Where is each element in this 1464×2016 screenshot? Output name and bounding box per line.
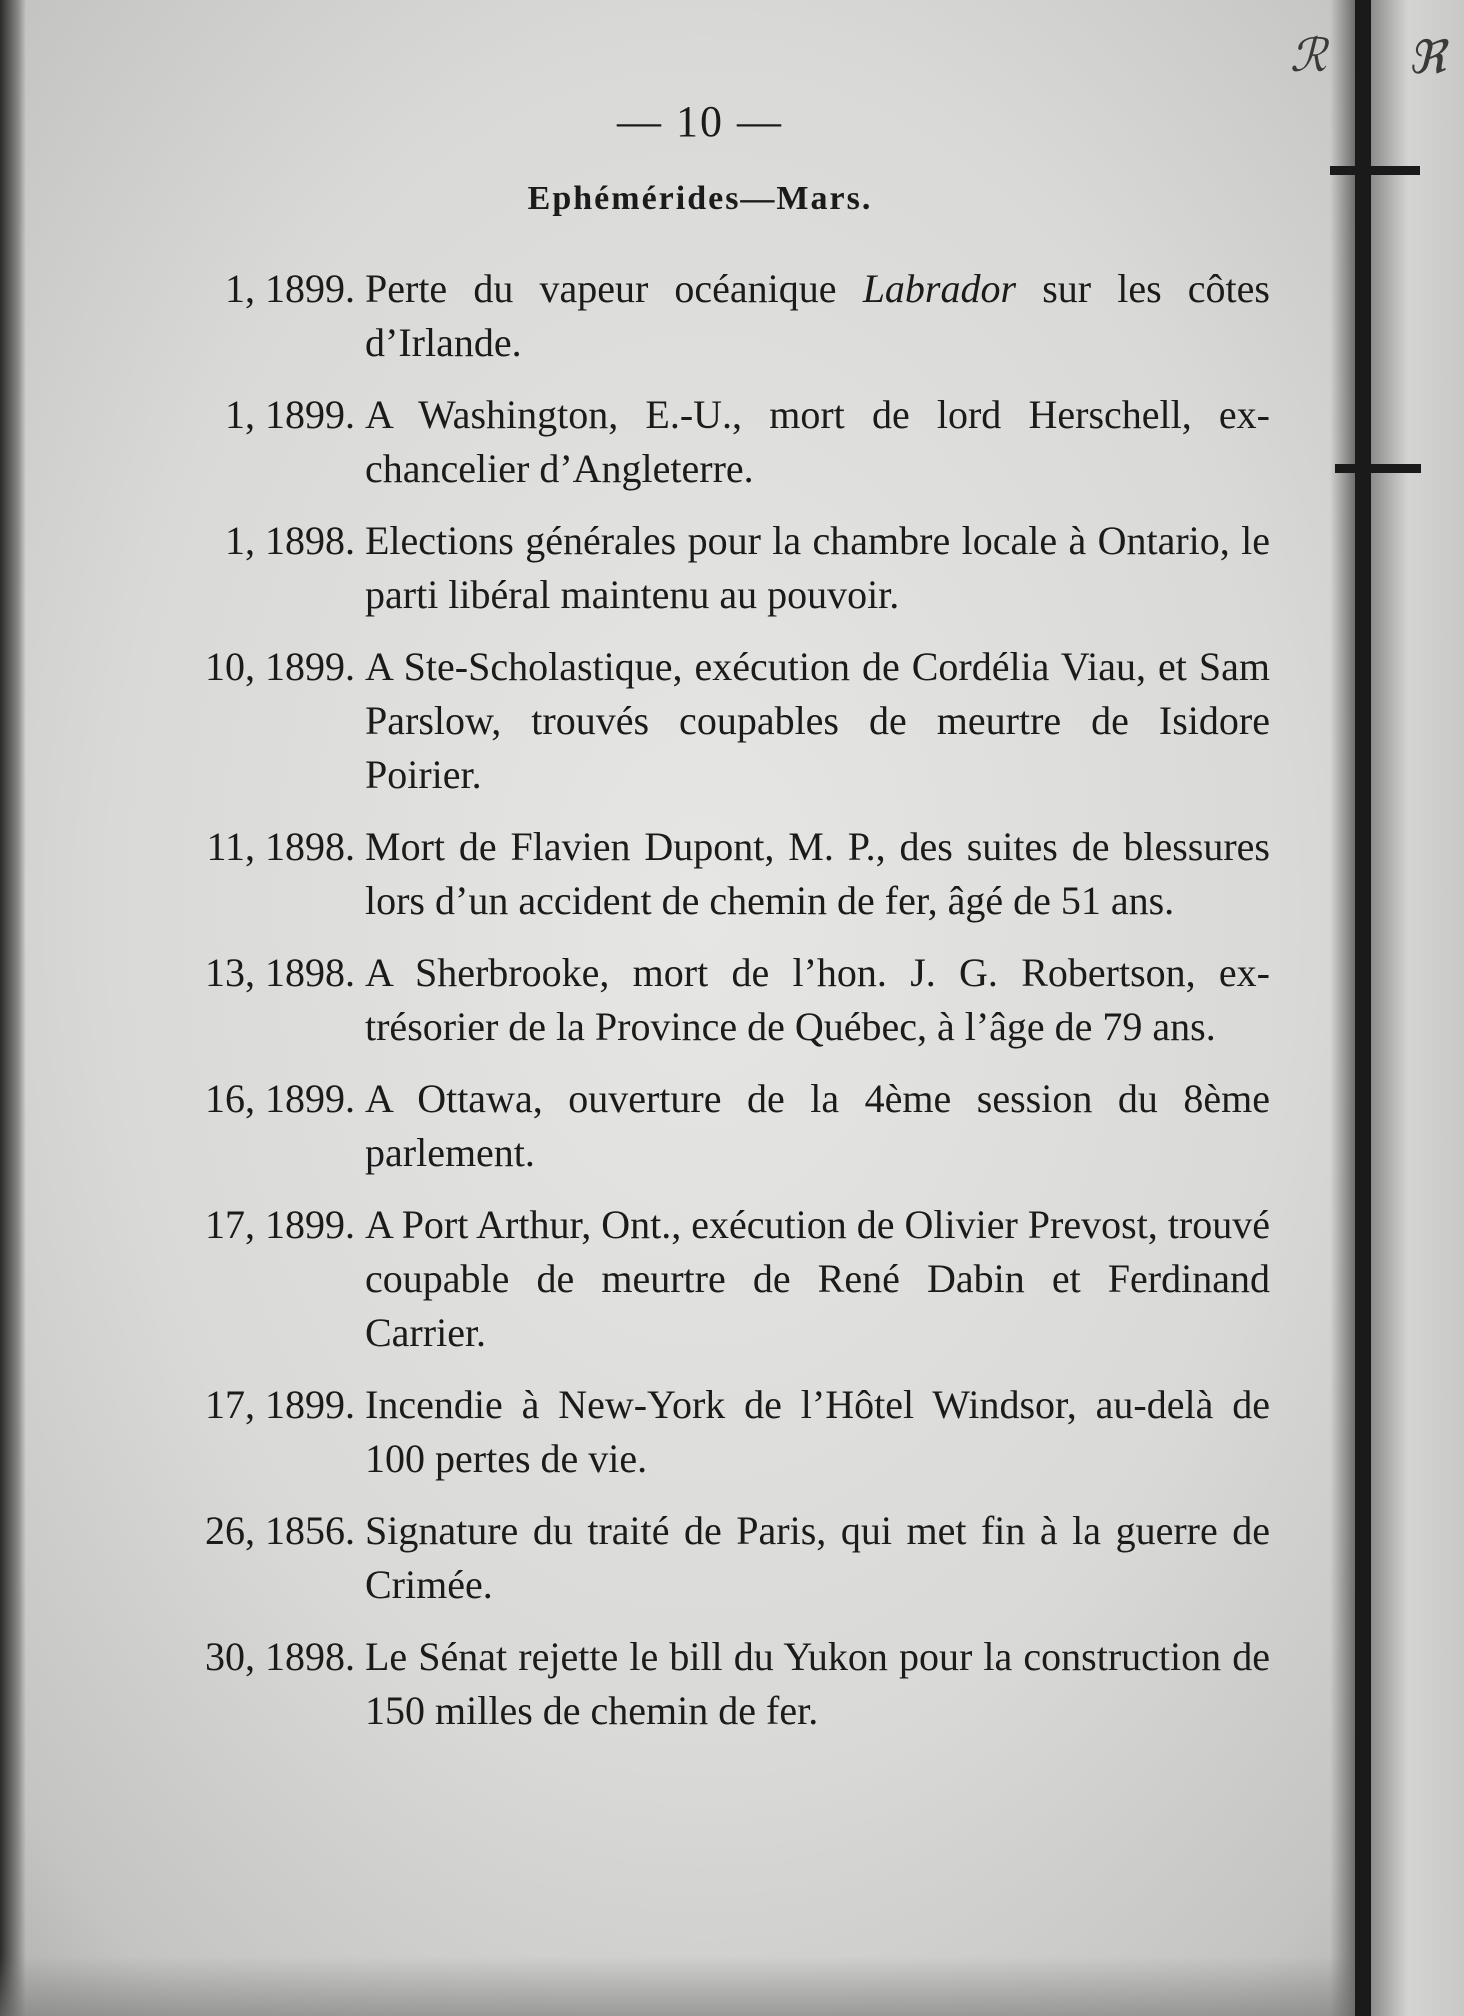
entry-date: 13, 1898.: [205, 950, 355, 995]
entry-text-part: Perte du vapeur océanique: [365, 266, 863, 311]
binding-mark-top: [1330, 166, 1420, 175]
list-item: [160, 1072, 1270, 1180]
entry-date: 30, 1898.: [205, 1634, 355, 1679]
entry-text-part: A Sherbrooke, mort de l’hon. J. G. Robertson, ex-trésorier de la Province de Québec, à l’âge de 79 ans.: [365, 950, 1270, 1049]
entry-text: [365, 950, 1270, 1049]
page-bottom-shadow: [0, 1956, 1464, 2016]
list-item: [160, 1198, 1270, 1360]
entry-text: [365, 518, 1270, 617]
facing-page-edge: [1371, 0, 1464, 2016]
list-item: [160, 388, 1270, 496]
list-item: [160, 946, 1270, 1054]
section-title: Ephémérides—Mars.: [527, 180, 873, 217]
entry-text: [365, 266, 1270, 365]
entry-date: 17, 1899.: [205, 1202, 355, 1247]
list-item: [160, 1378, 1270, 1486]
entry-text-part: A Washington, E.-U., mort de lord Herschell, ex-chancelier d’Angleterre.: [365, 392, 1270, 491]
entry-date: 17, 1899.: [205, 1382, 355, 1427]
entry-text-part: Elections générales pour la chambre locale à Ontario, le parti libéral maintenu au pouvoir.: [365, 518, 1270, 617]
entry-text: [365, 1382, 1270, 1481]
entry-text: [365, 1202, 1270, 1355]
entry-text: [365, 392, 1270, 491]
entry-date: 1, 1899.: [225, 266, 355, 311]
list-item: [160, 514, 1270, 622]
entry-text: [365, 1634, 1270, 1733]
entry-text-part: sur les côtes d’Irlande.: [365, 266, 1270, 365]
list-item: [160, 1630, 1270, 1738]
entry-text: [365, 1076, 1270, 1175]
entry-text: [365, 644, 1270, 797]
entry-date: 10, 1899.: [205, 644, 355, 689]
entry-text-part: Le Sénat rejette le bill du Yukon pour la construction de 150 milles de chemin de fer.: [365, 1634, 1270, 1733]
margin-handwriting-mark: ℜ: [1408, 30, 1446, 84]
entry-text: [365, 1508, 1270, 1607]
entry-text-part: A Port Arthur, Ont., exécution de Olivier Prevost, trouvé coupable de meurtre de René Dabin et Ferdinand Carrier.: [365, 1202, 1270, 1355]
page-number: — 10 —: [617, 97, 783, 146]
spine-shadow: [1330, 0, 1355, 2016]
entry-text-part: A Ste-Scholastique, exécution de Cordélia Viau, et Sam Parslow, trouvés coupables de meurtre de Isidore Poirier.: [365, 644, 1270, 797]
page-left-shadow: [0, 0, 26, 2016]
book-spine: [1355, 0, 1371, 2016]
entry-date: 26, 1856.: [205, 1508, 355, 1553]
entry-date: 1, 1899.: [225, 392, 355, 437]
entry-text-part: A Ottawa, ouverture de la 4ème session du 8ème parlement.: [365, 1076, 1270, 1175]
list-item: [160, 820, 1270, 928]
margin-handwriting-mark: ℛ: [1290, 28, 1327, 82]
entry-text-part: Mort de Flavien Dupont, M. P., des suites de blessures lors d’un accident de chemin de fer, âgé de 51 ans.: [365, 824, 1270, 923]
entry-date: 1, 1898.: [225, 518, 355, 563]
entry-text-part: Incendie à New-York de l’Hôtel Windsor, au-delà de 100 pertes de vie.: [365, 1382, 1270, 1481]
ephemerides-list: [160, 262, 1270, 1756]
ship-name: Labrador: [862, 266, 1017, 311]
list-item: [160, 640, 1270, 802]
list-item: [160, 1504, 1270, 1612]
entry-text-part: Signature du traité de Paris, qui met fin à la guerre de Crimée.: [365, 1508, 1270, 1607]
entry-date: 11, 1898.: [206, 824, 355, 869]
entry-date: 16, 1899.: [205, 1076, 355, 1121]
entry-text: [365, 824, 1270, 923]
binding-mark-middle: [1335, 464, 1421, 473]
list-item: [160, 262, 1270, 370]
